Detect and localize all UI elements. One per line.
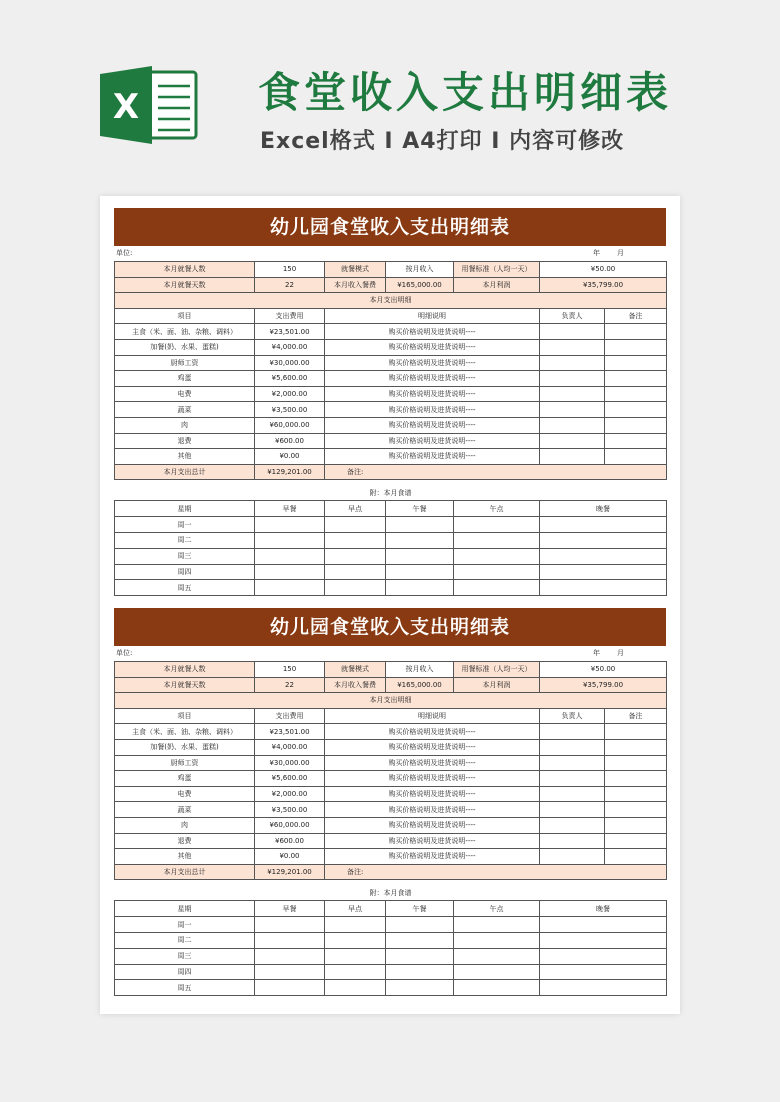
summary-row [115,262,667,278]
expense-name[interactable]: 电费 [115,386,255,402]
menu-column-header: 早餐 [255,501,325,517]
expense-owner[interactable] [540,402,605,418]
expense-name[interactable]: 其他 [115,849,255,865]
menu-row [115,917,667,933]
menu-column-header: 午点 [454,501,540,517]
menu-cell[interactable] [386,948,454,964]
menu-cell[interactable] [540,548,667,564]
menu-column-header: 星期 [115,501,255,517]
menu-cell[interactable] [255,580,325,596]
menu-cell[interactable] [386,964,454,980]
expense-name[interactable]: 鸡蛋 [115,771,255,787]
days-label: 本月就餐天数 [115,277,255,293]
income-value[interactable]: ¥165,000.00 [386,277,454,293]
menu-cell[interactable] [540,532,667,548]
menu-row [115,948,667,964]
unit-row [114,246,666,261]
expense-note[interactable] [605,371,667,387]
menu-column-header: 早点 [325,901,386,917]
expense-note[interactable] [605,324,667,340]
menu-row [115,964,667,980]
menu-cell[interactable] [325,580,386,596]
menu-cell[interactable] [255,948,325,964]
expense-row [115,802,667,818]
expense-row [115,771,667,787]
month-label: 月 [617,249,624,257]
page-subtitle: Excel格式 I A4打印 I 内容可修改 [260,129,625,154]
days-value[interactable]: 22 [255,277,325,293]
menu-day: 周一 [115,517,255,533]
standard-label: 用餐标准（人均一天） [454,662,540,678]
column-header: 负责人 [540,308,605,324]
menu-body [115,917,667,996]
diners-value[interactable]: 150 [255,662,325,678]
expense-desc[interactable]: 购买价格说明及进货说明---- [325,339,540,355]
expense-name[interactable]: 加餐(奶、水果、蛋糕) [115,339,255,355]
profit-label: 本月利润 [454,277,540,293]
menu-cell[interactable] [255,532,325,548]
menu-column-header: 午餐 [386,501,454,517]
menu-table [114,486,667,596]
menu-header: 附：本月食谱 [369,889,412,898]
menu-day: 周五 [115,580,255,596]
summary-row [115,677,667,693]
expense-name[interactable]: 蔬菜 [115,802,255,818]
expense-cost[interactable]: ¥60,000.00 [255,417,325,433]
expense-cost[interactable]: ¥600.00 [255,433,325,449]
expense-note[interactable] [605,849,667,865]
expense-owner[interactable] [540,386,605,402]
menu-column-row [115,901,667,917]
expense-note[interactable] [605,339,667,355]
expense-owner[interactable] [540,833,605,849]
menu-cell[interactable] [325,564,386,580]
expense-row [115,833,667,849]
expense-cost[interactable]: ¥3,500.00 [255,802,325,818]
standard-value[interactable]: ¥50.00 [540,262,667,278]
column-header: 项目 [115,708,255,724]
year-label: 年 [593,649,600,657]
expense-row [115,755,667,771]
expense-desc[interactable]: 购买价格说明及进货说明---- [325,355,540,371]
menu-column-header: 午餐 [386,901,454,917]
expense-note[interactable] [605,355,667,371]
menu-column-header: 早点 [325,501,386,517]
standard-value[interactable]: ¥50.00 [540,662,667,678]
menu-cell[interactable] [540,580,667,596]
expense-note[interactable] [605,755,667,771]
detail-header: 本月支出明细 [115,693,667,709]
menu-cell[interactable] [255,917,325,933]
menu-row [115,564,667,580]
expense-name[interactable]: 电费 [115,786,255,802]
expense-owner[interactable] [540,449,605,465]
column-header: 明细说明 [325,708,540,724]
total-value[interactable]: ¥129,201.00 [255,864,325,880]
summary-row [115,277,667,293]
expense-note[interactable] [605,417,667,433]
menu-row [115,932,667,948]
menu-table [114,886,667,996]
menu-cell[interactable] [386,517,454,533]
expense-note[interactable] [605,802,667,818]
unit-label: 单位: [116,649,133,657]
menu-cell[interactable] [386,564,454,580]
expense-owner[interactable] [540,849,605,865]
menu-cell[interactable] [255,517,325,533]
expense-note[interactable] [605,449,667,465]
menu-cell[interactable] [255,564,325,580]
total-row [115,864,667,880]
menu-cell[interactable] [454,548,540,564]
expense-desc[interactable]: 购买价格说明及进货说明---- [325,324,540,340]
menu-row [115,532,667,548]
menu-cell[interactable] [454,580,540,596]
expense-row [115,817,667,833]
days-label: 本月就餐天数 [115,677,255,693]
expense-desc[interactable]: 购买价格说明及进货说明---- [325,817,540,833]
total-label: 本月支出总计 [115,464,255,480]
expense-cost[interactable]: ¥3,500.00 [255,402,325,418]
menu-cell[interactable] [540,932,667,948]
expense-note[interactable] [605,433,667,449]
expense-note[interactable] [605,386,667,402]
menu-cell[interactable] [454,980,540,996]
menu-cell[interactable] [540,917,667,933]
page-title: 食堂收入支出明细表 [258,68,673,117]
menu-cell[interactable] [325,932,386,948]
expense-desc[interactable]: 购买价格说明及进货说明---- [325,755,540,771]
menu-cell[interactable] [255,964,325,980]
expense-note[interactable] [605,786,667,802]
menu-column-header: 晚餐 [540,501,667,517]
expense-owner[interactable] [540,802,605,818]
menu-cell[interactable] [325,948,386,964]
menu-cell[interactable] [255,932,325,948]
menu-cell[interactable] [386,532,454,548]
menu-cell[interactable] [325,548,386,564]
menu-cell[interactable] [454,564,540,580]
menu-column-header: 早餐 [255,901,325,917]
expense-cost[interactable]: ¥4,000.00 [255,339,325,355]
menu-cell[interactable] [540,564,667,580]
menu-cell[interactable] [325,532,386,548]
expense-name[interactable]: 退费 [115,433,255,449]
expense-cost[interactable]: ¥0.00 [255,849,325,865]
menu-cell[interactable] [255,548,325,564]
menu-header: 附：本月食谱 [369,489,412,498]
expense-name[interactable]: 鸡蛋 [115,371,255,387]
menu-day: 周五 [115,980,255,996]
expense-cost[interactable]: ¥30,000.00 [255,755,325,771]
mode-label: 就餐模式 [325,662,386,678]
svg-text:X: X [112,87,140,127]
profit-label: 本月利润 [454,677,540,693]
income-label: 本月收入餐费 [325,277,386,293]
menu-cell[interactable] [454,532,540,548]
expense-cost[interactable]: ¥23,501.00 [255,324,325,340]
expense-note[interactable] [605,402,667,418]
days-value[interactable]: 22 [255,677,325,693]
expense-name[interactable]: 主食（米、面、油、杂粮、调料） [115,324,255,340]
expense-name[interactable]: 肉 [115,417,255,433]
expense-desc[interactable]: 购买价格说明及进货说明---- [325,771,540,787]
expense-cost[interactable]: ¥600.00 [255,833,325,849]
total-row [115,464,667,480]
expense-owner[interactable] [540,417,605,433]
expense-owner[interactable] [540,755,605,771]
expense-cost[interactable]: ¥5,600.00 [255,771,325,787]
year-label: 年 [593,249,600,257]
expense-cost[interactable]: ¥23,501.00 [255,724,325,740]
expense-owner[interactable] [540,324,605,340]
expense-desc[interactable]: 购买价格说明及进货说明---- [325,802,540,818]
expense-owner[interactable] [540,771,605,787]
expense-row [115,355,667,371]
items-body [115,724,667,864]
expense-name[interactable]: 加餐(奶、水果、蛋糕) [115,739,255,755]
menu-column-header: 星期 [115,901,255,917]
expense-owner[interactable] [540,371,605,387]
expense-owner[interactable] [540,355,605,371]
expense-desc[interactable]: 购买价格说明及进货说明---- [325,449,540,465]
menu-cell[interactable] [540,517,667,533]
menu-body [115,517,667,596]
expense-desc[interactable]: 购买价格说明及进货说明---- [325,849,540,865]
expense-desc[interactable]: 购买价格说明及进货说明---- [325,386,540,402]
column-header: 备注 [605,708,667,724]
menu-cell[interactable] [255,980,325,996]
expense-note[interactable] [605,833,667,849]
income-value[interactable]: ¥165,000.00 [386,677,454,693]
standard-label: 用餐标准（人均一天） [454,262,540,278]
total-label: 本月支出总计 [115,864,255,880]
menu-day: 周四 [115,964,255,980]
menu-day: 周一 [115,917,255,933]
expense-row [115,417,667,433]
expense-desc[interactable]: 购买价格说明及进货说明---- [325,786,540,802]
unit-label: 单位: [116,249,133,257]
note-label: 备注: [325,464,667,480]
detail-header-row [115,693,667,709]
page-header [0,0,780,200]
expense-note[interactable] [605,771,667,787]
column-header: 明细说明 [325,308,540,324]
expense-owner[interactable] [540,817,605,833]
diners-label: 本月就餐人数 [115,662,255,678]
expense-cost[interactable]: ¥4,000.00 [255,739,325,755]
column-header: 备注 [605,308,667,324]
income-label: 本月收入餐费 [325,677,386,693]
total-value[interactable]: ¥129,201.00 [255,464,325,480]
expense-desc[interactable]: 购买价格说明及进货说明---- [325,402,540,418]
menu-cell[interactable] [386,932,454,948]
menu-cell[interactable] [454,964,540,980]
menu-cell[interactable] [386,980,454,996]
expense-desc[interactable]: 购买价格说明及进货说明---- [325,724,540,740]
expense-cost[interactable]: ¥2,000.00 [255,786,325,802]
expense-cost[interactable]: ¥5,600.00 [255,371,325,387]
expense-cost[interactable]: ¥30,000.00 [255,355,325,371]
mode-label: 就餐模式 [325,262,386,278]
menu-row [115,980,667,996]
note-label: 备注: [325,864,667,880]
mode-value[interactable]: 按月收入 [386,262,454,278]
expense-owner[interactable] [540,339,605,355]
expense-name[interactable]: 蔬菜 [115,402,255,418]
expense-row [115,849,667,865]
summary-table [114,661,667,880]
menu-column-header: 午点 [454,901,540,917]
menu-day: 周三 [115,548,255,564]
expense-row [115,402,667,418]
menu-cell[interactable] [386,580,454,596]
detail-header: 本月支出明细 [115,293,667,309]
expense-owner[interactable] [540,433,605,449]
expense-owner[interactable] [540,786,605,802]
expense-desc[interactable]: 购买价格说明及进货说明---- [325,433,540,449]
expense-name[interactable]: 主食（米、面、油、杂粮、调料） [115,724,255,740]
expense-sheet-2 [114,608,666,996]
mode-value[interactable]: 按月收入 [386,662,454,678]
expense-sheet-1 [114,208,666,596]
menu-cell[interactable] [325,517,386,533]
column-header: 支出费用 [255,308,325,324]
column-header: 支出费用 [255,708,325,724]
summary-row [115,662,667,678]
expense-row [115,739,667,755]
menu-cell[interactable] [325,964,386,980]
expense-row [115,339,667,355]
expense-row [115,324,667,340]
sheet-title: 幼儿园食堂收入支出明细表 [114,608,666,646]
expense-cost[interactable]: ¥0.00 [255,449,325,465]
unit-row [114,646,666,661]
expense-owner[interactable] [540,724,605,740]
menu-day: 周二 [115,932,255,948]
expense-cost[interactable]: ¥60,000.00 [255,817,325,833]
menu-cell[interactable] [454,948,540,964]
menu-cell[interactable] [540,964,667,980]
expense-row [115,786,667,802]
menu-column-header: 晚餐 [540,901,667,917]
expense-row [115,371,667,387]
summary-table [114,261,667,480]
menu-row [115,548,667,564]
expense-name[interactable]: 其他 [115,449,255,465]
menu-header-row [115,886,667,901]
expense-desc[interactable]: 购买价格说明及进货说明---- [325,417,540,433]
expense-row [115,386,667,402]
diners-value[interactable]: 150 [255,262,325,278]
expense-name[interactable]: 退费 [115,833,255,849]
expense-owner[interactable] [540,739,605,755]
expense-row [115,724,667,740]
menu-row [115,580,667,596]
menu-cell[interactable] [540,980,667,996]
expense-row [115,433,667,449]
month-label: 月 [617,649,624,657]
menu-header-row [115,486,667,501]
column-header-row [115,308,667,324]
expense-desc[interactable]: 购买价格说明及进货说明---- [325,739,540,755]
profit-value[interactable]: ¥35,799.00 [540,677,667,693]
expense-name[interactable]: 厨师工资 [115,755,255,771]
menu-day: 周四 [115,564,255,580]
menu-cell[interactable] [540,948,667,964]
menu-cell[interactable] [325,917,386,933]
expense-cost[interactable]: ¥2,000.00 [255,386,325,402]
expense-row [115,449,667,465]
expense-note[interactable] [605,724,667,740]
expense-note[interactable] [605,817,667,833]
column-header-row [115,708,667,724]
expense-desc[interactable]: 购买价格说明及进货说明---- [325,371,540,387]
column-header: 项目 [115,308,255,324]
menu-cell[interactable] [386,548,454,564]
menu-cell[interactable] [325,980,386,996]
expense-name[interactable]: 厨师工资 [115,355,255,371]
menu-cell[interactable] [454,917,540,933]
menu-cell[interactable] [386,917,454,933]
menu-cell[interactable] [454,932,540,948]
menu-day: 周二 [115,532,255,548]
menu-row [115,517,667,533]
excel-icon [100,64,198,146]
menu-column-row [115,501,667,517]
profit-value[interactable]: ¥35,799.00 [540,277,667,293]
expense-note[interactable] [605,739,667,755]
sheet-title: 幼儿园食堂收入支出明细表 [114,208,666,246]
items-body [115,324,667,464]
menu-day: 周三 [115,948,255,964]
menu-cell[interactable] [454,517,540,533]
expense-name[interactable]: 肉 [115,817,255,833]
diners-label: 本月就餐人数 [115,262,255,278]
expense-desc[interactable]: 购买价格说明及进货说明---- [325,833,540,849]
detail-header-row [115,293,667,309]
column-header: 负责人 [540,708,605,724]
